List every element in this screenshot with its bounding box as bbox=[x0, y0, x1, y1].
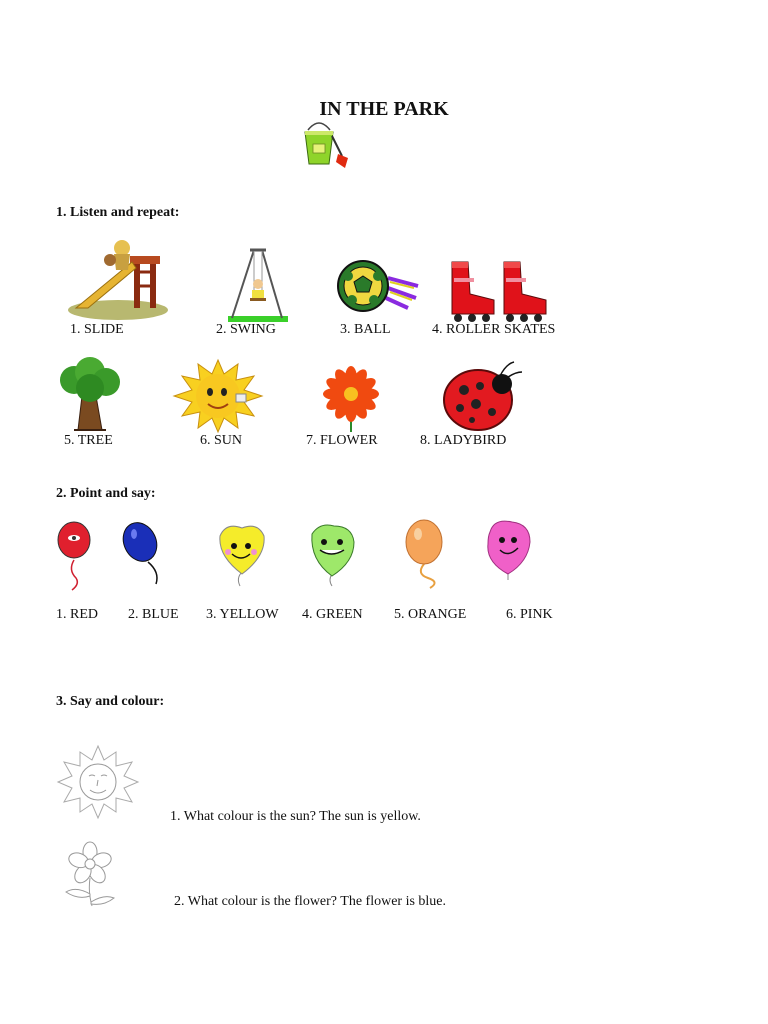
label-ball: 3. BALL bbox=[340, 322, 391, 337]
label-pink: 6. PINK bbox=[506, 607, 553, 622]
balloon-yellow-icon bbox=[216, 522, 268, 588]
label-tree: 5. TREE bbox=[64, 433, 113, 448]
label-green: 4. GREEN bbox=[302, 607, 363, 622]
sentence-sun: 1. What colour is the sun? The sun is yellow. bbox=[170, 809, 421, 824]
label-flower: 7. FLOWER bbox=[306, 433, 378, 448]
section-3-heading: 3. Say and colour: bbox=[56, 694, 165, 709]
balloon-orange-icon bbox=[400, 520, 454, 590]
ball-icon bbox=[336, 258, 420, 316]
tree-icon bbox=[54, 356, 124, 432]
balloon-pink-icon bbox=[484, 518, 534, 580]
balloon-blue-icon bbox=[122, 522, 174, 586]
section-1-heading: 1. Listen and repeat: bbox=[56, 205, 180, 220]
label-ladybird: 8. LADYBIRD bbox=[420, 433, 507, 448]
sun-icon bbox=[172, 360, 264, 432]
label-slide: 1. SLIDE bbox=[70, 322, 124, 337]
label-yellow: 3. YELLOW bbox=[206, 607, 279, 622]
bucket-icon bbox=[302, 122, 352, 170]
section-2-heading: 2. Point and say: bbox=[56, 486, 156, 501]
label-orange: 5. ORANGE bbox=[394, 607, 467, 622]
ladybird-icon bbox=[442, 360, 524, 432]
label-sun: 6. SUN bbox=[200, 433, 243, 448]
label-swing: 2. SWING bbox=[216, 322, 276, 337]
label-red: 1. RED bbox=[56, 607, 98, 622]
roller-skates-icon bbox=[446, 256, 550, 324]
balloon-green-icon bbox=[306, 522, 358, 588]
flower-icon bbox=[316, 366, 386, 432]
slide-icon bbox=[66, 236, 170, 322]
swing-icon bbox=[224, 246, 292, 324]
label-blue: 2. BLUE bbox=[128, 607, 179, 622]
sentence-flower: 2. What colour is the flower? The flower is blue. bbox=[174, 894, 447, 909]
sun-outline-icon bbox=[56, 744, 140, 820]
balloon-red-icon bbox=[54, 522, 94, 592]
page-title: IN THE PARK bbox=[319, 98, 449, 120]
label-roller-skates: 4. ROLLER SKATES bbox=[432, 322, 556, 337]
flower-outline-icon bbox=[58, 842, 124, 908]
